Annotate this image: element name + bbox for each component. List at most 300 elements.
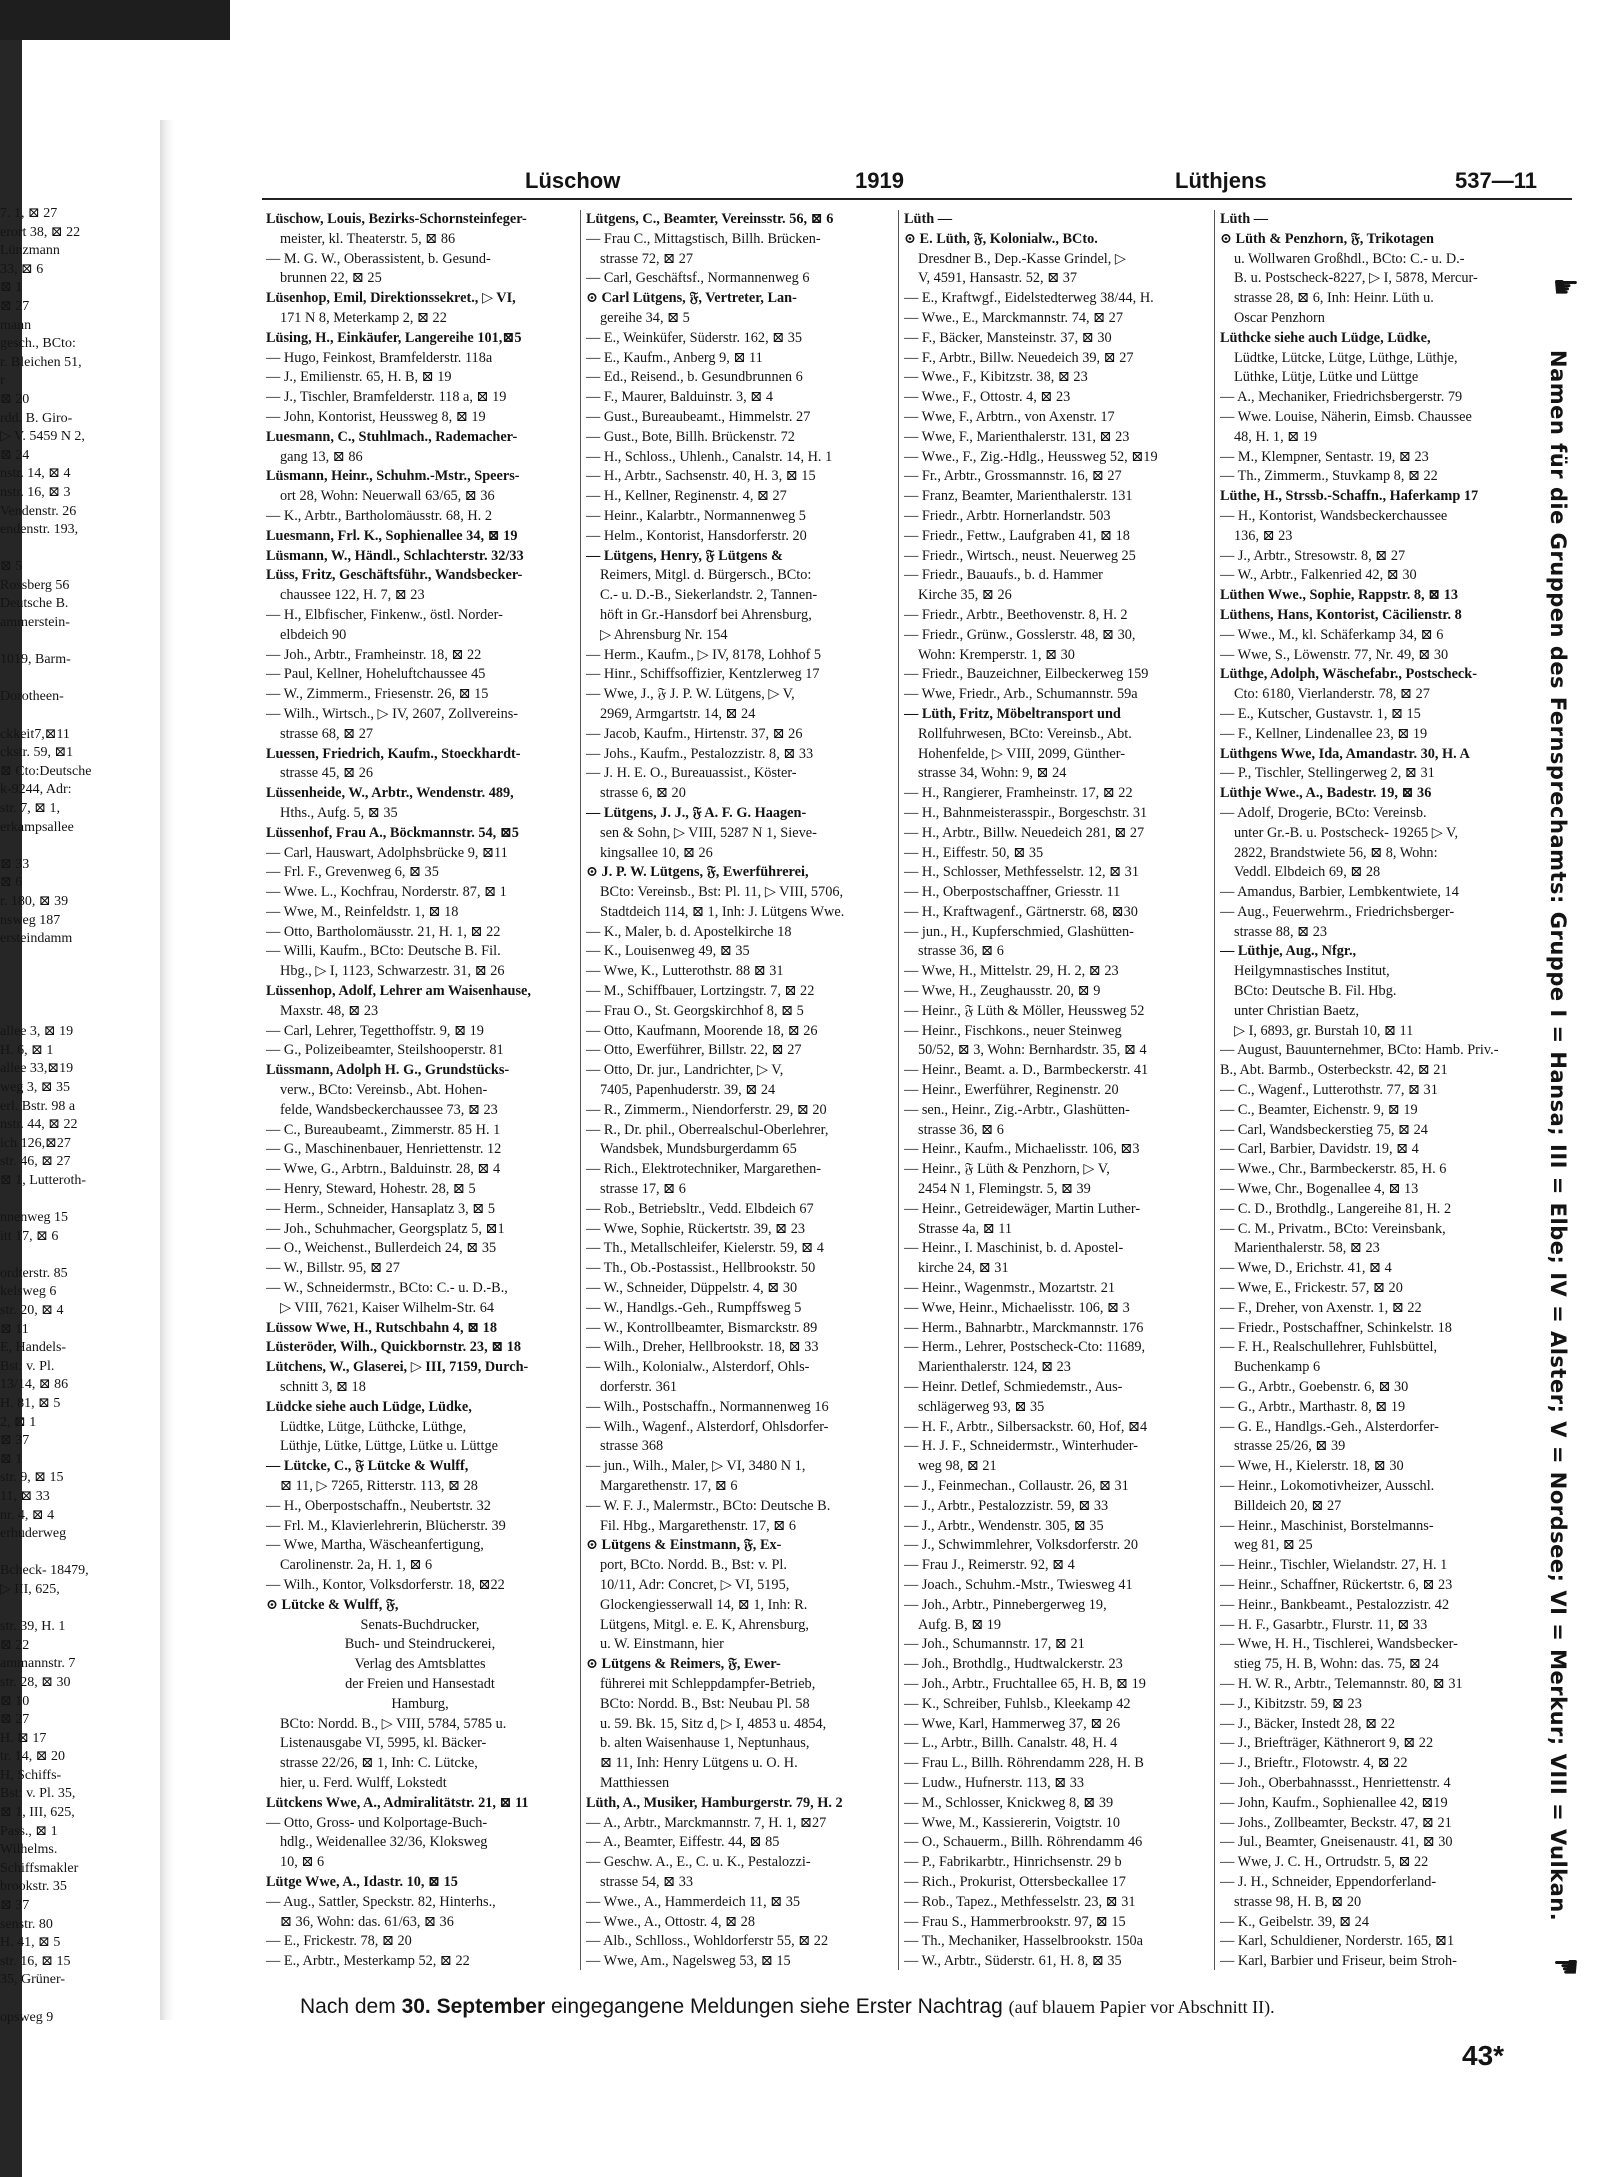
directory-entry-line: Rollfuhrwesen, BCto: Vereinsb., Abt. <box>918 725 1132 742</box>
previous-page-line: erl. Bstr. 98 a <box>0 1098 76 1114</box>
directory-entry-line: höft in Gr.-Hansdorf bei Ahrensburg, <box>600 606 812 623</box>
directory-entry-line: gereihe 34, ⊠ 5 <box>600 309 690 326</box>
directory-entry-line: — Lütcke, C., 𝔉 Lütcke & Wulff, <box>266 1458 469 1475</box>
directory-entry-line: Aufg. B, ⊠ 19 <box>918 1616 1002 1633</box>
directory-entry-line: ⊙ Lütcke & Wulff, 𝔉, <box>266 1596 399 1613</box>
directory-entry-line: — R., Dr. phil., Oberrealschul-Oberlehrer, <box>586 1121 829 1138</box>
directory-entry-line: — Th., Metallschleifer, Kielerstr. 59, ⊠ 4 <box>586 1240 824 1257</box>
column-divider <box>1214 210 1215 1970</box>
directory-entry-line: — Gust., Bureaubeamt., Himmelstr. 27 <box>586 408 811 425</box>
previous-page-line: tr. 14, ⊠ 20 <box>0 1749 66 1765</box>
previous-page-line: nstr. 16, ⊠ 3 <box>0 484 71 500</box>
directory-entry-line: — Wwe, M., Reinfeldstr. 1, ⊠ 18 <box>266 903 459 920</box>
directory-entry-line: — C. M., Privatm., BCto: Vereinsbank, <box>1220 1220 1446 1237</box>
header-page-range: 537—11 <box>1455 168 1537 193</box>
directory-entry-line: sen & Sohn, ▷ VIII, 5287 N 1, Sieve- <box>600 824 817 841</box>
previous-page-line: ⊠ 27 <box>0 1712 30 1728</box>
directory-entry-line: — Jacob, Kaufm., Hirtenstr. 37, ⊠ 26 <box>586 725 803 742</box>
directory-entry-line: Lüschow, Louis, Bezirks-Schornsteinfeger- <box>266 211 527 227</box>
previous-page-line: weg 3, ⊠ 35 <box>0 1079 71 1095</box>
previous-page-line: E, Handels- <box>0 1340 67 1356</box>
directory-entry-line: — Amandus, Barbier, Lembkentwiete, 14 <box>1220 884 1459 901</box>
directory-entry-line: — Wwe., E., Marckmannstr. 74, ⊠ 27 <box>904 309 1123 326</box>
previous-page-line: ⊠ 1 <box>0 280 23 296</box>
directory-entry-line: — M., Schlosser, Knickweg 8, ⊠ 39 <box>904 1794 1114 1811</box>
directory-entry-line: — H., Arbtr., Sachsenstr. 40, H. 3, ⊠ 15 <box>586 468 816 485</box>
directory-entry-line: — G., Arbtr., Goebenstr. 6, ⊠ 30 <box>1220 1379 1409 1396</box>
previous-page-line: ordterstr. 85 <box>0 1265 68 1281</box>
previous-page-line: str. 20, ⊠ 4 <box>0 1303 64 1319</box>
previous-page-line: str. 46, ⊠ 27 <box>0 1154 71 1170</box>
directory-entry-line: — Heinr., I. Maschinist, b. d. Apostel- <box>904 1240 1124 1257</box>
directory-entry-line: ⊙ E. Lüth, 𝔉, Kolonialw., BCto. <box>904 230 1098 247</box>
directory-entry-line: — Friedr., Arbtr., Beethovenstr. 8, H. 2 <box>904 606 1128 623</box>
directory-entry-line: Lüssow Wwe, H., Rutschbahn 4, ⊠ 18 <box>266 1319 497 1336</box>
directory-entry-line: — Heinr., 𝔉 Lüth & Möller, Heussweg 52 <box>904 1002 1145 1019</box>
directory-entry-line: — Geschw. A., E., C. u. K., Pestalozzi- <box>586 1854 811 1871</box>
directory-entry-line: Lüthje Wwe., A., Badestr. 19, ⊠ 36 <box>1220 785 1432 802</box>
previous-page-line: str. 7, ⊠ 1, <box>0 801 60 816</box>
directory-entry-line: — Joh., Schuhmacher, Georgsplatz 5, ⊠1 <box>266 1220 505 1237</box>
directory-entry-line: BCto: Deutsche B. Fil. Hbg. <box>1234 983 1397 1000</box>
directory-entry-line: — Lütgens, Henry, 𝔉 Lütgens & <box>586 547 783 564</box>
previous-page-line <box>0 707 150 726</box>
previous-page-line: Pass., ⊠ 1 <box>0 1823 58 1839</box>
directory-entry-line: — H., Kellner, Reginenstr. 4, ⊠ 27 <box>586 488 787 505</box>
directory-entry-line: Senats-Buchdrucker, <box>360 1616 480 1633</box>
directory-entry-line: BCto: Nordd. B., Bst: Neubau Pl. 58 <box>600 1695 810 1712</box>
directory-entry-line: Lüssmann, Adolph H. G., Grundstücks- <box>266 1062 510 1079</box>
directory-entry-line: — Wwe, D., Erichstr. 41, ⊠ 4 <box>1220 1260 1392 1277</box>
directory-entry-line: — Wwe, Chr., Bogenallee 4, ⊠ 13 <box>1220 1181 1419 1198</box>
directory-entry-line: — Heinr., Lokomotivheizer, Ausschl. <box>1220 1478 1435 1494</box>
previous-page-line <box>0 1246 150 1265</box>
previous-page-line: itt 17, ⊠ 6 <box>0 1228 59 1244</box>
directory-entry-line: — jun., H., Kupferschmied, Glashütten- <box>904 923 1134 940</box>
previous-page-line: opsweg 9 <box>0 2009 54 2025</box>
previous-page-line: Lünzmann <box>0 243 60 259</box>
directory-entry-line: weg 81, ⊠ 25 <box>1234 1537 1313 1554</box>
directory-entry-line: dorferstr. 361 <box>600 1379 678 1396</box>
directory-entry-line: strasse 45, ⊠ 26 <box>280 765 373 782</box>
previous-page-line: Rossberg 56 <box>0 577 70 593</box>
directory-entry-line: — E., Arbtr., Mesterkamp 52, ⊠ 22 <box>266 1953 470 1970</box>
directory-entry-line: — Wilh., Kolonialw., Alsterdorf, Ohls- <box>586 1359 810 1376</box>
directory-entry-line: — O., Schauerm., Billh. Röhrendamm 46 <box>904 1834 1143 1851</box>
directory-entry-line: — K., Maler, b. d. Apostelkirche 18 <box>586 923 792 940</box>
directory-entry-line: schnitt 3, ⊠ 18 <box>280 1379 366 1396</box>
directory-entry-line: Hamburg, <box>391 1695 449 1712</box>
directory-entry-line: Lütgens, Mitgl. e. E. K, Ahrensburg, <box>600 1616 810 1633</box>
directory-entry-line: — Carl, Geschäftsf., Normannenweg 6 <box>586 270 810 287</box>
directory-entry-line: strasse 36, ⊠ 6 <box>918 943 1004 960</box>
directory-entry-line: — Wwe., Chr., Barmbeckerstr. 85, H. 6 <box>1220 1161 1447 1178</box>
directory-entry-line: — Wwe., M., kl. Schäferkamp 34, ⊠ 6 <box>1220 626 1444 643</box>
directory-entry-line: — Heinr., Maschinist, Borstelmanns- <box>1220 1517 1434 1534</box>
directory-entry-line: Buch- und Steindruckerei, <box>344 1636 496 1653</box>
column-divider <box>580 210 581 1970</box>
directory-entry-line: — K., Schreiber, Fuhlsb., Kleekamp 42 <box>904 1695 1131 1712</box>
directory-entry-line: — Wwe, S., Löwenstr. 77, Nr. 49, ⊠ 30 <box>1220 646 1449 663</box>
directory-entry-line: 2969, Armgartstr. 14, ⊠ 24 <box>600 705 756 722</box>
directory-entry-line: — John, Kaufm., Sophienallee 42, ⊠19 <box>1220 1794 1448 1811</box>
directory-entry-line: — Wwe, H., Zeughausstr. 20, ⊠ 9 <box>904 983 1101 1000</box>
page-number: 43* <box>1462 2040 1505 2071</box>
directory-entry-line: — Herm., Kaufm., ▷ IV, 8178, Lohhof 5 <box>586 646 822 663</box>
directory-entry-line: Hohenfelde, ▷ VIII, 2099, Günther- <box>918 745 1125 762</box>
directory-entry-line: — Wwe, J. C. H., Ortrudstr. 5, ⊠ 22 <box>1220 1854 1429 1871</box>
directory-entry-line: — Gust., Bote, Billh. Brückenstr. 72 <box>586 428 795 445</box>
directory-entry-line: — Heinr., Wagenmstr., Mozartstr. 21 <box>904 1280 1116 1297</box>
directory-entry-line: Heilgymnastisches Institut, <box>1234 963 1390 980</box>
directory-entry-line: ⊠ 11, ▷ 7265, Ritterstr. 113, ⊠ 28 <box>280 1478 478 1494</box>
directory-entry-line: Fil. Hbg., Margarethenstr. 17, ⊠ 6 <box>600 1517 796 1534</box>
directory-entry-line: — Frau L., Billh. Röhrendamm 228, H. B <box>904 1755 1144 1772</box>
previous-page-line: ⊠ 33 <box>0 856 30 872</box>
directory-entry-line: — O., Weichenst., Bullerdeich 24, ⊠ 35 <box>266 1240 497 1257</box>
pointing-hand-icon: ☛ <box>1552 271 1580 304</box>
directory-entry-line: — Otto, Bartholomäusstr. 21, H. 1, ⊠ 22 <box>266 923 501 940</box>
header-left-word: Lüschow <box>525 168 621 193</box>
directory-entry-line: weg 98, ⊠ 21 <box>918 1458 997 1475</box>
directory-entry-line: — Th., Ob.-Postassist., Hellbrookstr. 50 <box>586 1260 816 1277</box>
directory-entry-line: — M., Klempner, Sentastr. 19, ⊠ 23 <box>1220 448 1429 465</box>
directory-entry-line: Cto: 6180, Vierlanderstr. 78, ⊠ 27 <box>1234 686 1430 703</box>
previous-page-line: ⊠ 20 <box>0 391 30 407</box>
previous-page-line: k-9244, Adr: <box>0 782 72 798</box>
directory-entry-line: — Wilh., Wagenf., Alsterdorf, Ohlsdorfer- <box>586 1418 829 1435</box>
directory-entry-line: — Wilh., Postschaffn., Normannenweg 16 <box>586 1398 829 1415</box>
previous-page-line: ⊠ 10 <box>0 1693 30 1709</box>
directory-entry-line: — Karl, Barbier und Friseur, beim Stroh- <box>1220 1953 1457 1970</box>
directory-entry-line: meister, kl. Theaterstr. 5, ⊠ 86 <box>280 230 456 247</box>
directory-entry-line: — E., Kaufm., Anberg 9, ⊠ 11 <box>586 349 763 366</box>
directory-entry-line: — J., Feinmechan., Collaustr. 26, ⊠ 31 <box>904 1478 1129 1494</box>
directory-entry-line: Dresdner B., Dep.-Kasse Grindel, ▷ <box>918 250 1126 267</box>
directory-entry-line: — Wwe, F., Marienthalerstr. 131, ⊠ 23 <box>904 428 1130 445</box>
previous-page-line: nnenweg 15 <box>0 1210 69 1226</box>
directory-entry-line: — C., Bureaubeamt., Zimmerstr. 85 H. 1 <box>266 1121 501 1138</box>
previous-page-line: 2, ⊠ 1 <box>0 1414 37 1430</box>
directory-entry-line: ⊙ Lütgens & Reimers, 𝔉, Ewer- <box>586 1656 781 1673</box>
directory-entry-line: elbdeich 90 <box>280 626 347 643</box>
previous-page-line: nstr. 14, ⊠ 4 <box>0 466 71 482</box>
directory-entry-line: — Wwe, K., Lutterothstr. 88 ⊠ 31 <box>586 963 784 980</box>
directory-entry-line: u. 59. Bk. 15, Sitz d, ▷ I, 4853 u. 4854, <box>600 1715 827 1732</box>
directory-entry-line: ⊙ Carl Lütgens, 𝔉, Vertreter, Lan- <box>586 290 797 307</box>
directory-entry-line: Wandsbek, Mundsburgerdamm 65 <box>600 1141 797 1158</box>
footer-note: (auf blauem Papier vor Abschnitt II). <box>1008 1997 1275 2017</box>
previous-page-line: Vendenstr. 26 <box>0 503 77 519</box>
previous-page-line: nstr. 44, ⊠ 22 <box>0 1117 78 1133</box>
directory-entry-line: — Ed., Reisend., b. Gesundbrunnen 6 <box>586 369 803 386</box>
previous-page-line: ersteindamm <box>0 931 73 947</box>
directory-entry-line: — W., Schneidermstr., BCto: C.- u. D.-B., <box>266 1280 508 1297</box>
previous-page-line: brookstr. 35 <box>0 1879 67 1895</box>
previous-page-line: 33, ⊠ 6 <box>0 261 44 277</box>
directory-entry-line: — August, Bauunternehmer, BCto: Hamb. Priv.- <box>1220 1042 1499 1059</box>
previous-page-line <box>0 540 150 559</box>
directory-column-4 <box>1220 210 1532 1970</box>
directory-entry-line: — Frl. M., Klavierlehrerin, Blücherstr. 39 <box>266 1517 506 1534</box>
previous-page-line: 35, Grüner- <box>0 1972 66 1988</box>
directory-entry-line: — Aug., Sattler, Speckstr. 82, Hinterhs., <box>266 1893 496 1910</box>
directory-entry-line: — W. F. J., Malermstr., BCto: Deutsche B. <box>586 1497 831 1514</box>
column-divider <box>898 210 899 1970</box>
directory-entry-line: — A., Arbtr., Marckmannstr. 7, H. 1, ⊠27 <box>586 1814 827 1831</box>
previous-page-line: H, Schiffs- <box>0 1767 62 1783</box>
previous-page-line: Wilhelms. <box>0 1842 58 1858</box>
directory-entry-line: Lüsmann, W., Händl., Schlachterstr. 32/33 <box>266 547 524 564</box>
directory-entry-line: — J., Arbtr., Pestalozzistr. 59, ⊠ 33 <box>904 1497 1109 1514</box>
directory-entry-line: führerei mit Schleppdampfer-Betrieb, <box>600 1675 816 1692</box>
directory-entry-line: — jun., Wilh., Maler, ▷ VI, 3480 N 1, <box>586 1458 806 1475</box>
directory-entry-line: — Frau O., St. Georgskirchhof 8, ⊠ 5 <box>586 1002 804 1019</box>
previous-page-line: ⊠ 1 <box>0 1451 23 1467</box>
directory-entry-line: — Hugo, Feinkost, Bramfelderstr. 118a <box>266 349 493 366</box>
directory-entry-line: — Heinr., Ewerführer, Reginenstr. 20 <box>904 1082 1119 1099</box>
directory-entry-line: Lüdcke siehe auch Lüdge, Lüdke, <box>266 1398 472 1415</box>
directory-entry-line: Lütchens, W., Glaserei, ▷ III, 7159, Durch- <box>266 1359 529 1376</box>
directory-entry-line: ⊙ J. P. W. Lütgens, 𝔉, Ewerführerei, <box>586 864 809 881</box>
directory-entry-line: — Alb., Schlloss., Wohldorferstr 55, ⊠ 22 <box>586 1933 829 1950</box>
directory-entry-line: — Carl, Wandsbeckerstieg 75, ⊠ 24 <box>1220 1121 1428 1138</box>
telephone-groups-legend: Namen für die Gruppen des Fernsprechamts: Gruppe I = Hansa; III = Elbe; IV = Alster; V = Nordsee; VI = Merkur; VIII = Vulkan. <box>1546 350 1570 1922</box>
directory-entry-line: Hbg., ▷ I, 1123, Schwarzestr. 31, ⊠ 26 <box>280 963 505 980</box>
directory-entry-line: strasse 72, ⊠ 27 <box>600 250 693 267</box>
previous-page-line: 7. 1, ⊠ 27 <box>0 206 58 221</box>
directory-entry-line: brunnen 22, ⊠ 25 <box>280 270 382 287</box>
directory-entry-line: — J., Bäcker, Instedt 28, ⊠ 22 <box>1220 1715 1395 1732</box>
directory-entry-line: — W., Billstr. 95, ⊠ 27 <box>266 1260 400 1277</box>
directory-entry-line: strasse 88, ⊠ 23 <box>1234 923 1327 940</box>
directory-entry-line: — H., Rangierer, Framheinstr. 17, ⊠ 22 <box>904 785 1133 802</box>
directory-entry-line: — Wwe., A., Ottostr. 4, ⊠ 28 <box>586 1913 755 1930</box>
directory-entry-line: — Friedr., Arbtr. Hornerlandstr. 503 <box>904 507 1111 524</box>
directory-entry-line: — Heinr., Fischkons., neuer Steinweg <box>904 1022 1122 1039</box>
previous-page-line: ich 126,⊠27 <box>0 1135 71 1151</box>
directory-entry-line: — H., Eiffestr. 50, ⊠ 35 <box>904 844 1044 861</box>
previous-page-line: str. 9, ⊠ 15 <box>0 1470 64 1486</box>
previous-page-line <box>0 633 150 652</box>
previous-page-line: ⊠ 1, Lutteroth- <box>0 1172 86 1188</box>
previous-page-line: r. Bleichen 51, <box>0 354 82 370</box>
directory-entry-line: — M. G. W., Oberassistent, b. Gesund- <box>266 250 491 267</box>
directory-entry-line: — Joh., Schumannstr. 17, ⊠ 21 <box>904 1636 1085 1653</box>
directory-entry-line: — Friedr., Postschaffner, Schinkelstr. 18 <box>1220 1319 1452 1336</box>
previous-page-line: erkampsallee <box>0 819 74 835</box>
directory-entry-line: — Wwe, M., Kassiererin, Voigtstr. 10 <box>904 1814 1121 1831</box>
directory-entry-line: — J. H. E. O., Bureauassist., Köster- <box>586 765 797 782</box>
directory-entry-line: Glockengiesserwall 14, ⊠ 1, Inh: R. <box>600 1596 808 1613</box>
directory-entry-line: Verlag des Amtsblattes <box>354 1656 486 1673</box>
directory-entry-line: — Otto, Ewerführer, Billstr. 22, ⊠ 27 <box>586 1042 802 1059</box>
directory-entry-line: — Wwe, Karl, Hammerweg 37, ⊠ 26 <box>904 1715 1121 1732</box>
previous-page-line <box>0 837 150 856</box>
directory-column-2 <box>586 210 894 1970</box>
directory-entry-line: — W., Schneider, Düppelstr. 4, ⊠ 30 <box>586 1280 798 1297</box>
directory-entry-line: — K., Arbtr., Bartholomäusstr. 68, H. 2 <box>266 507 492 524</box>
directory-entry-line: Billdeich 20, ⊠ 27 <box>1234 1497 1342 1514</box>
directory-entry-line: Lüsteröder, Wilh., Quickbornstr. 23, ⊠ 18 <box>266 1339 522 1356</box>
directory-entry-line: Lüth, A., Musiker, Hamburgerstr. 79, H. 2 <box>586 1794 843 1811</box>
directory-entry-line: der Freien und Hansestadt <box>345 1675 495 1692</box>
directory-entry-line: — F. H., Realschullehrer, Fuhlsbüttel, <box>1220 1339 1438 1356</box>
directory-entry-line: — F., Arbtr., Billw. Neuedeich 39, ⊠ 27 <box>904 349 1134 366</box>
directory-entry-line: Lüss, Fritz, Geschäftsführ., Wandsbecker- <box>266 567 523 584</box>
directory-entry-line: Lüthje, Lütke, Lüttge, Lütke u. Lüttge <box>280 1438 498 1455</box>
directory-entry-line: — Wwe. L., Kochfrau, Norderstr. 87, ⊠ 1 <box>266 884 507 901</box>
directory-entry-line: — J., Emilienstr. 65, H. B, ⊠ 19 <box>266 369 452 386</box>
directory-entry-line: ⊙ Lüth & Penzhorn, 𝔉, Trikotagen <box>1220 230 1434 247</box>
directory-entry-line: — J., Tischler, Bramfelderstr. 118 a, ⊠ 19 <box>266 389 507 406</box>
directory-entry-line: hdlg., Weidenallee 32/36, Kloksweg <box>280 1834 488 1851</box>
directory-entry-line: Lütckens Wwe, A., Admiralitätstr. 21, ⊠ 11 <box>266 1794 529 1811</box>
directory-entry-line: strasse 368 <box>600 1438 664 1455</box>
previous-page-line: H. 41, ⊠ 5 <box>0 1935 61 1951</box>
directory-entry-line: Lütgens, C., Beamter, Vereinsstr. 56, ⊠ 6 <box>586 211 834 227</box>
directory-entry-line: — G., Arbtr., Marthastr. 8, ⊠ 19 <box>1220 1398 1406 1415</box>
directory-entry-line: 2454 N 1, Flemingstr. 5, ⊠ 39 <box>918 1181 1091 1198</box>
previous-page-line: ⊠ 22 <box>0 1637 30 1653</box>
directory-entry-line: 50/52, ⊠ 3, Wohn: Bernhardstr. 35, ⊠ 4 <box>918 1042 1147 1059</box>
previous-page-line: ⊠ 11 <box>0 1321 29 1337</box>
directory-entry-line: — Otto, Gross- und Kolportage-Buch- <box>266 1814 488 1831</box>
previous-page-line: r. 180, ⊠ 39 <box>0 893 69 909</box>
previous-page-line: 11, ⊠ 33 <box>0 1488 50 1504</box>
directory-entry-line: — Wwe., A., Hammerdeich 11, ⊠ 35 <box>586 1893 801 1910</box>
directory-entry-line: — H. J. F., Schneidermstr., Winterhuder- <box>904 1438 1138 1455</box>
previous-page-line: Bst: v. Pl. 35, <box>0 1786 76 1802</box>
directory-entry-line: strasse 36, ⊠ 6 <box>918 1121 1004 1138</box>
header-rule <box>262 198 1572 200</box>
previous-page-line: allee 33,⊠19 <box>0 1061 74 1077</box>
directory-entry-line: — Wwe, H., Kielerstr. 18, ⊠ 30 <box>1220 1458 1404 1475</box>
directory-entry-line: — Hinr., Schiffsoffizier, Kentzlerweg 17 <box>586 666 820 683</box>
directory-entry-line: Wohn: Kremperstr. 1, ⊠ 30 <box>918 646 1075 663</box>
directory-entry-line: — Wwe., F., Ottostr. 4, ⊠ 23 <box>904 389 1071 406</box>
book-corner-shadow <box>0 0 230 40</box>
directory-entry-line: — E., Weinküfer, Süderstr. 162, ⊠ 35 <box>586 329 803 346</box>
directory-entry-line: — F., Kellner, Lindenallee 23, ⊠ 19 <box>1220 725 1428 742</box>
footer-notice <box>300 1995 1500 2019</box>
previous-page-line: ckstr. 59, ⊠1 <box>0 745 74 761</box>
directory-entry-line: — H., Arbtr., Billw. Neuedeich 281, ⊠ 27 <box>904 824 1145 841</box>
directory-entry-line: — Aug., Feuerwehrm., Friedrichsberger- <box>1220 903 1455 920</box>
directory-entry-line: Luesmann, Frl. K., Sophienallee 34, ⊠ 19 <box>266 527 518 544</box>
directory-entry-line: — Rob., Tapez., Methfesselstr. 23, ⊠ 31 <box>904 1893 1136 1910</box>
previous-page-line: ⊠ 27 <box>0 298 30 314</box>
page-gutter <box>160 120 174 2020</box>
previous-page-line: 13/14, ⊠ 86 <box>0 1377 69 1393</box>
directory-entry-line: Matthiessen <box>600 1774 670 1791</box>
directory-entry-line: — Rich., Elektrotechniker, Margarethen- <box>586 1161 821 1178</box>
directory-entry-line: chaussee 122, H. 7, ⊠ 23 <box>280 587 425 604</box>
directory-entry-line: — Wwe., F., Zig.-Hdlg., Heussweg 52, ⊠19 <box>904 448 1158 465</box>
directory-entry-line: — Adolf, Drogerie, BCto: Vereinsb. <box>1220 804 1427 821</box>
directory-entry-line: — W., Arbtr., Falkenried 42, ⊠ 30 <box>1220 567 1417 584</box>
previous-page-line: allee 3, ⊠ 19 <box>0 1024 74 1040</box>
directory-entry-line: Lüthgens Wwe, Ida, Amandastr. 30, H. A <box>1220 745 1470 762</box>
directory-entry-line: strasse 28, ⊠ 6, Inh: Heinr. Lüth u. <box>1234 290 1434 307</box>
directory-entry-line: — Carl, Hauswart, Adolphsbrücke 9, ⊠11 <box>266 844 508 861</box>
directory-entry-line: Oscar Penzhorn <box>1234 309 1325 326</box>
directory-entry-line: — Karl, Schuldiener, Norderstr. 165, ⊠1 <box>1220 1933 1455 1950</box>
directory-entry-line: Lüdtke, Lütge, Lüthcke, Lüthge, <box>280 1418 467 1435</box>
directory-entry-line: — C. D., Brothdlg., Langereihe 81, H. 2 <box>1220 1200 1452 1217</box>
previous-page-line: H. 6, ⊠ 1 <box>0 1042 54 1058</box>
previous-page-line: ⊠ 24 <box>0 447 30 463</box>
directory-entry-line: BCto: Vereinsb., Bst: Pl. 11, ▷ VIII, 5706, <box>600 884 844 901</box>
directory-entry-line: — Heinr., Bankbeamt., Pestalozzistr. 42 <box>1220 1596 1450 1613</box>
directory-entry-line: — Lütgens, J. J., 𝔉 A. F. G. Haagen- <box>586 804 807 821</box>
directory-entry-line: — H. W. R., Arbtr., Telemannstr. 80, ⊠ 31 <box>1220 1675 1463 1692</box>
previous-page-line: endenstr. 193, <box>0 522 79 538</box>
previous-page-line: str. 16, ⊠ 15 <box>0 1953 71 1969</box>
directory-entry-line: — Wwe, Sophie, Rückertstr. 39, ⊠ 23 <box>586 1220 805 1237</box>
previous-page-line <box>0 1544 150 1563</box>
directory-entry-line: — Wwe, E., Frickestr. 57, ⊠ 20 <box>1220 1280 1403 1297</box>
page-header <box>525 168 1565 198</box>
directory-entry-line: Stadtdeich 114, ⊠ 1, Inh: J. Lütgens Wwe. <box>600 903 845 920</box>
directory-entry-line: — Carl, Lehrer, Tegetthoffstr. 9, ⊠ 19 <box>266 1022 484 1039</box>
previous-page-line: ⊠ 37 <box>0 1433 30 1449</box>
previous-page-line: H. ⊠ 17 <box>0 1730 47 1746</box>
directory-entry-line: — A., Beamter, Eiffestr. 44, ⊠ 85 <box>586 1834 780 1851</box>
directory-entry-line: — Helm., Kontorist, Hansdorferstr. 20 <box>586 527 807 544</box>
directory-entry-line: — Wwe, J., 𝔉 J. P. W. Lütgens, ▷ V, <box>586 686 795 703</box>
header-right-word: Lüthjens <box>1175 168 1267 193</box>
directory-entry-line: — J. H., Schneider, Eppendorferland- <box>1220 1873 1437 1890</box>
directory-entry-line: — H., Schloss., Uhlenh., Canalstr. 14, H. 1 <box>586 448 833 465</box>
directory-entry-line: — P., Fabrikarbtr., Hinrichsenstr. 29 b <box>904 1854 1122 1871</box>
directory-entry-line: Lüsenhop, Emil, Direktionssekret., ▷ VI, <box>266 290 516 307</box>
previous-page-fragment <box>0 205 150 2025</box>
directory-entry-line: b. alten Waisenhause 1, Neptunhaus, <box>600 1735 810 1752</box>
directory-entry-line: ▷ I, 6893, gr. Burstah 10, ⊠ 11 <box>1234 1022 1414 1039</box>
directory-entry-line: — Joh., Brothdlg., Hudtwalckerstr. 23 <box>904 1656 1123 1673</box>
directory-entry-line: — G. E., Handlgs.-Geh., Alsterdorfer- <box>1220 1418 1439 1435</box>
previous-page-line <box>0 986 150 1005</box>
directory-entry-line: 136, ⊠ 23 <box>1234 527 1293 544</box>
directory-entry-line: — Joh., Oberbahnassst., Henriettenstr. 4 <box>1220 1774 1451 1791</box>
previous-page-line: Schiffsmakler <box>0 1860 79 1876</box>
directory-entry-line: Marienthalerstr. 58, ⊠ 23 <box>1234 1240 1380 1257</box>
directory-entry-line: — Wilh., Kontor, Volksdorferstr. 18, ⊠22 <box>266 1576 505 1593</box>
directory-entry-line: strasse 98, H. B, ⊠ 20 <box>1234 1893 1362 1910</box>
directory-entry-line: unter Gr.-B. u. Postscheck- 19265 ▷ V, <box>1234 824 1459 841</box>
previous-page-line <box>0 1600 150 1619</box>
directory-entry-line: — Wwe. Louise, Näherin, Eimsb. Chaussee <box>1220 408 1472 425</box>
previous-page-line: H. 81, ⊠ 5 <box>0 1396 61 1411</box>
directory-entry-line: — M., Schiffbauer, Lortzingstr. 7, ⊠ 22 <box>586 983 815 1000</box>
directory-entry-line: Luesmann, C., Stuhlmach., Rademacher- <box>266 428 518 445</box>
directory-entry-line: — E., Kraftwgf., Eidelstedterweg 38/44, H. <box>904 290 1154 307</box>
directory-entry-line: — A., Mechaniker, Friedrichsbergerstr. 79 <box>1220 389 1463 406</box>
previous-page-line: ⊠ 6 <box>0 875 23 891</box>
previous-page-line: str. 39, H. 1 <box>0 1619 66 1635</box>
directory-entry-line: — Ludw., Hufnerstr. 113, ⊠ 33 <box>904 1774 1085 1791</box>
previous-page-line <box>0 1990 150 2009</box>
directory-entry-line: — Friedr., Grünw., Gosslerstr. 48, ⊠ 30, <box>904 626 1136 643</box>
directory-entry-line: BCto: Nordd. B., ▷ VIII, 5784, 5785 u. <box>280 1715 507 1732</box>
directory-entry-line: port, BCto. Nordd. B., Bst: v. Pl. <box>600 1557 787 1574</box>
directory-entry-line: — Wwe, Friedr., Arb., Schumannstr. 59a <box>904 686 1138 703</box>
directory-entry-line: — Heinr., Kaufm., Michaelisstr. 106, ⊠3 <box>904 1141 1140 1158</box>
directory-entry-line: — Joh., Arbtr., Framheinstr. 18, ⊠ 22 <box>266 646 482 663</box>
directory-entry-line: — Heinr., 𝔉 Lüth & Penzhorn, ▷ V, <box>904 1161 1110 1178</box>
previous-page-line: ammerstein- <box>0 615 70 631</box>
